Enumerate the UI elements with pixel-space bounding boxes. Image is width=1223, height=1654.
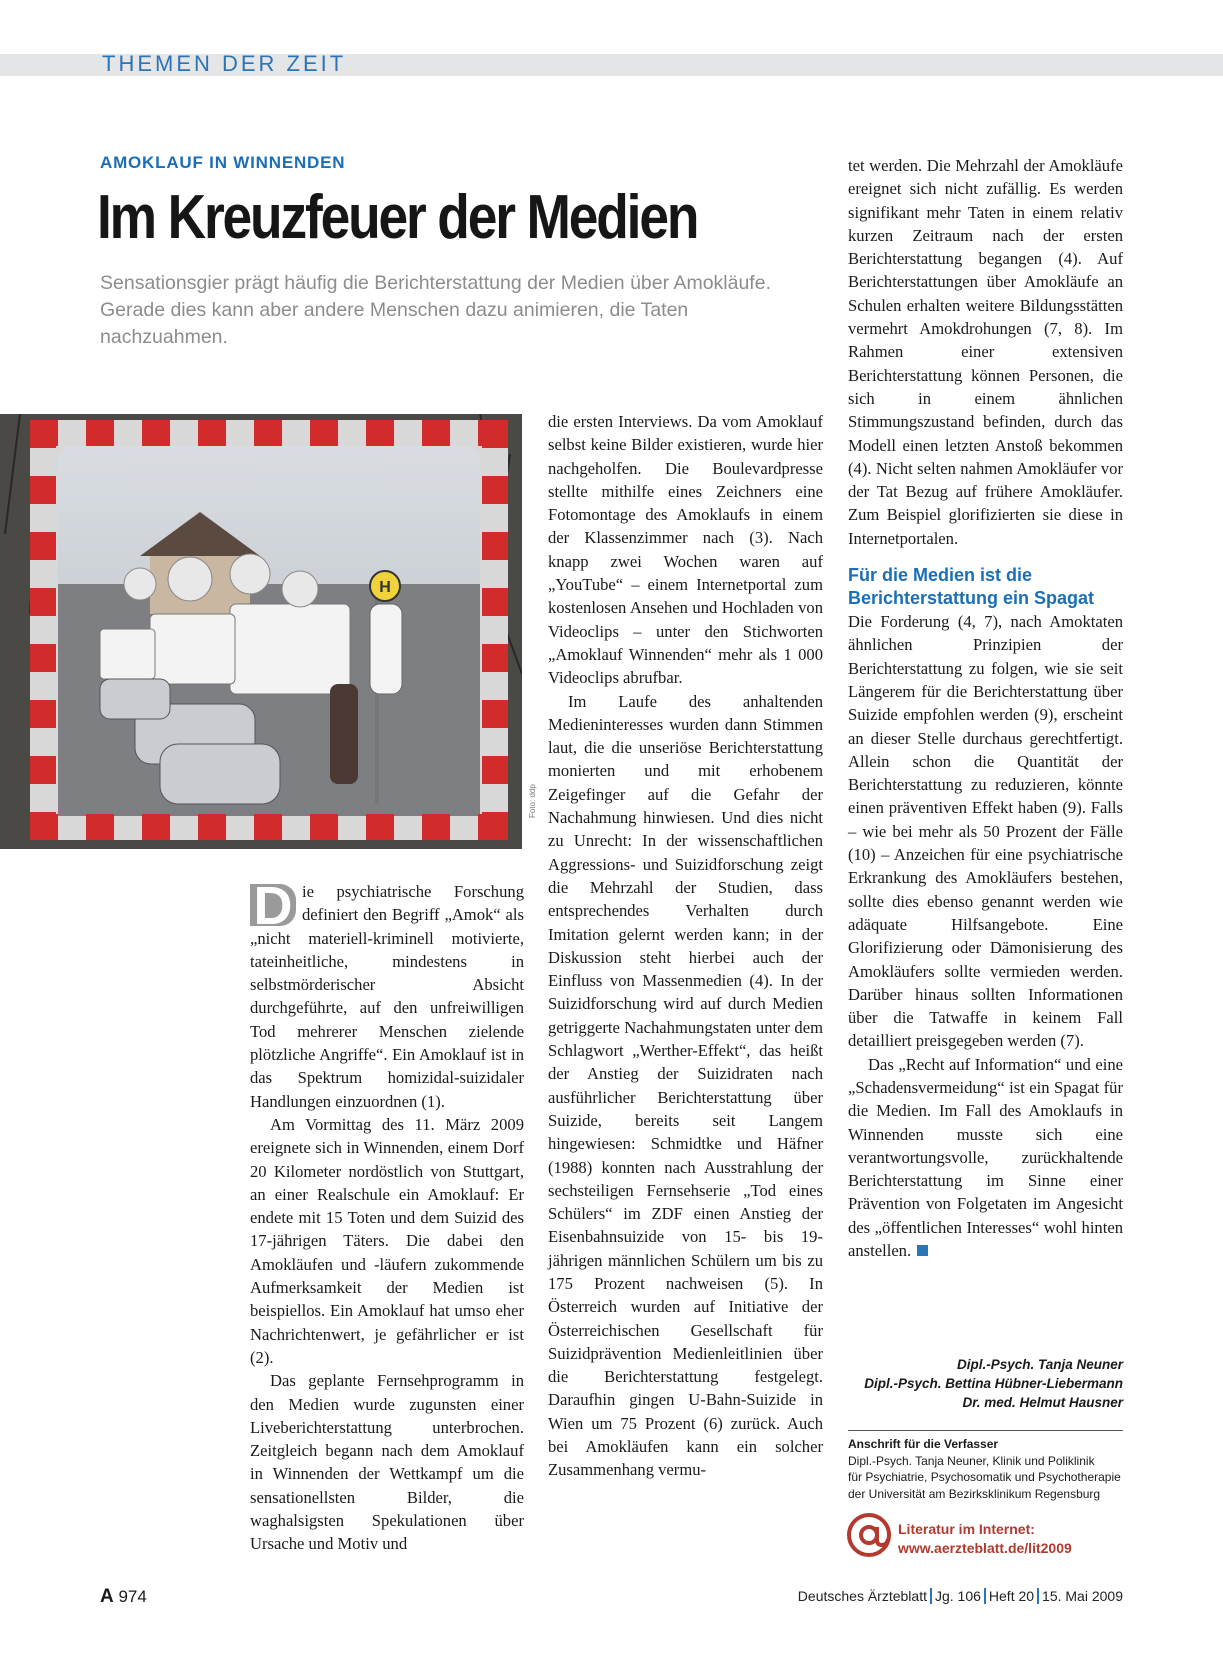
literature-link-box xyxy=(846,1512,1126,1562)
author-name: Dipl.-Psych. Bettina Hübner-Liebermann xyxy=(864,1376,1123,1391)
address-line: Dipl.-Psych. Tanja Neuner, Klinik und Poliklinik xyxy=(848,1453,1095,1468)
paragraph: Das „Recht auf Information“ und eine „Schadensvermeidung“ ist ein Spagat für die Medien. Im Fall des Amoklaufs in Winnenden musste sich eine verantwortungsvolle, zurückhaltende Berichterstattung im Sinne einer Prävention von Folgetaten im Angesicht des „öffentlichen Interesses“ wohl hinten anstellen. xyxy=(848,1054,1123,1261)
article-title: Im Kreuzfeuer der Medien xyxy=(97,183,698,252)
column-3 xyxy=(848,154,1123,1262)
at-icon xyxy=(846,1512,892,1558)
paragraph: Am Vormittag des 11. März 2009 ereignete sich in Winnenden, einem Dorf 20 Kilometer nordöstlich von Stuttgart, an einer Realschule ein Amoklauf: Er endete mit 15 Toten und dem Suizid des 17-jährigen Täters. Die dabei den Amokläufen und -läufern zukommende Aufmerksamkeit der Medien ist beispiellos. Ein Amoklauf hat umso eher Nachrichtenwert, je gefährlicher er ist (2). xyxy=(250,1114,524,1367)
address-line: der Universität am Bezirksklinikum Regensburg xyxy=(848,1486,1101,1501)
literature-label: Literatur im Internet: xyxy=(898,1521,1035,1537)
journal-issue: Heft 20 xyxy=(988,1588,1035,1604)
author-address xyxy=(848,1430,1123,1502)
end-square-icon xyxy=(917,1245,928,1256)
divider xyxy=(984,1588,986,1604)
paragraph: Die Forderung (4, 7), nach Amoktaten ähnlichen Prinzipien der Berichterstattung zu folgen, wie sie seit Längerem für die Berichterstattung über Suizide empfohlen werden (9), erscheint an dieser Stelle durchaus gerechtfertigt. Allein schon die Quantität der Berichterstattung zu reduzieren, könnte einen präventiven Effekt haben (9). Falls – wie bei mehr als 50 Prozent der Fälle (10) – Anzeichen für eine psychiatrische Erkrankung des Amokläufers bestehen, sollte dies ebenso genannt werden wie adäquate Hilfsangebote. Eine Glorifizierung oder Dämonisierung des Amokläufers sollte vermieden werden. Darüber hinaus sollten Informationen über die Tatwaffe in keinem Fall detailliert preisgegeben werden (7). xyxy=(848,612,1123,1051)
paragraph: tet werden. Die Mehrzahl der Amokläufe ereignet sich nicht zufällig. Es werden signifikant mehr Taten in einem relativ kurzen Zeitraum nach der ersten Berichterstattung begangen (4). Auf Berichterstattungen über Amokläufe an Schulen erhalten weitere Bildungsstätten vermehrt Amokdrohungen (7, 8). Im Rahmen einer extensiven Berichterstattung können Personen, die sich in einem ähnlichen Stimmungszustand befinden, durch das Modell einen letzten Anstoß bekommen (4). Nicht selten nahmen Amokläufer vor der Tat Bezug auf frühere Amokläufer. Zum Beispiel glorifizierten sie diese in Internetportalen. xyxy=(848,156,1123,548)
divider xyxy=(930,1588,932,1604)
author-list xyxy=(848,1355,1123,1412)
page-number: A 974 xyxy=(100,1586,147,1607)
drop-cap: D xyxy=(250,884,296,926)
column-1 xyxy=(250,876,524,1556)
photo-credit: Foto: ddp xyxy=(528,784,537,818)
journal-name: Deutsches Ärzteblatt xyxy=(797,1588,927,1604)
svg-text:H: H xyxy=(379,579,391,596)
paragraph: Im Laufe des anhaltenden Medieninteresses wurden dann Stimmen laut, die die unseriöse Berichterstattung monierten und mit erhobenem Zeigefinger auf die Gefahr der Nachahmung hinwiesen. Und dies nicht zu Unrecht: In der wissenschaftlichen Aggressions- und Suizidforschung zeigt die Mehrzahl der Studien, dass entsprechendes Verhalten durch Imitation gelernt werden kann; in der Diskussion steht hierbei auch der Einfluss von Massenmedien (4). In der Suizidforschung wird auf durch Medien getriggerte Nachahmungstaten unter dem Schlagwort „Werther-Effekt“, das heißt der Anstieg der Suizidraten nach ausführlicher Berichterstattung über Suizide, bereits seit Langem hingewiesen: Schmidtke und Häfner (1988) konnten nach Ausstrahlung der sechsteiligen Fernsehserie „Tod eines Schülers“ im ZDF einen Anstieg der Eisenbahnsuizide von 15- bis 19-jährigen männlichen Schülern um bis zu 175 Prozent nachweisen (5). In Österreich wurden auf Initiative der Österreichischen Gesellschaft für Suizidprävention Medienleitlinien über die Berichterstattung festgelegt. Daraufhin gingen U-Bahn-Suizide in Wien um 75 Prozent (6) zurück. Auch bei Amokläufen kann ein solcher Zusammenhang vermu- xyxy=(548,691,823,1480)
journal-date: 15. Mai 2009 xyxy=(1042,1588,1123,1604)
author-name: Dipl.-Psych. Tanja Neuner xyxy=(956,1357,1123,1372)
article-kicker: AMOKLAUF IN WINNENDEN xyxy=(100,153,346,172)
paragraph: ie psychiatrische Forschung definiert den Begriff „Amok“ als „nicht materiell-kriminell motivierte, tateinheitliche, mindestens in selbstmörderischer Absicht durchgeführte, auf den unfreiwilligen Tod mehrerer Menschen zielende plötzliche Angriffe“. Ein Amoklauf ist in das Spektrum homizidal-suizidaler Handlungen einzuordnen (1). xyxy=(250,882,524,1111)
literature-text xyxy=(898,1520,1072,1558)
article-lead: Sensationsgier prägt häufig die Berichterstattung der Medien über Amokläufe. Gerade dies kann aber andere Menschen dazu animieren, die Taten nachzuahmen. xyxy=(100,272,771,348)
journal-volume: Jg. 106 xyxy=(934,1588,981,1604)
column-2 xyxy=(548,410,823,1482)
paragraph: Das geplante Fernsehprogramm in den Medien wurde zugunsten einer Liveberichterstattung unterbrochen. Zeitgleich begann nach dem Amoklauf in Winnenden der Wettkampf um die sensationellsten Bilder, die waghalsigsten Spekulationen über Ursache und Motiv und xyxy=(250,1371,524,1554)
section-subheading: Für die Medien ist die Berichterstattung ein Spagat xyxy=(848,565,1095,609)
address-title: Anschrift für die Verfasser xyxy=(848,1437,999,1451)
literature-url[interactable]: www.aerzteblatt.de/lit2009 xyxy=(898,1540,1072,1556)
author-name: Dr. med. Helmut Hausner xyxy=(962,1395,1123,1410)
section-label: THEMEN DER ZEIT xyxy=(102,51,347,76)
traffic-mirror-photo xyxy=(0,414,522,849)
paragraph: die ersten Interviews. Da vom Amoklauf selbst keine Bilder existieren, wurde hier nachgeholfen. Die Boulevardpresse stellte mithilfe eines Zeichners eine Fotomontage des Amoklaufs in einem der Klassenzimmer nach (3). Nach knapp zwei Wochen waren auf „YouTube“ – einem Internetportal zum kostenlosen Ansehen und Hochladen von Videoclips – unter den Stichworten „Amoklauf Winnenden“ mehr als 1 000 Videoclips abrufbar. xyxy=(548,412,823,688)
address-line: für Psychiatrie, Psychosomatik und Psychotherapie xyxy=(848,1470,1121,1484)
article-photo xyxy=(0,414,522,849)
journal-info xyxy=(798,1588,1123,1604)
divider xyxy=(1037,1588,1039,1604)
